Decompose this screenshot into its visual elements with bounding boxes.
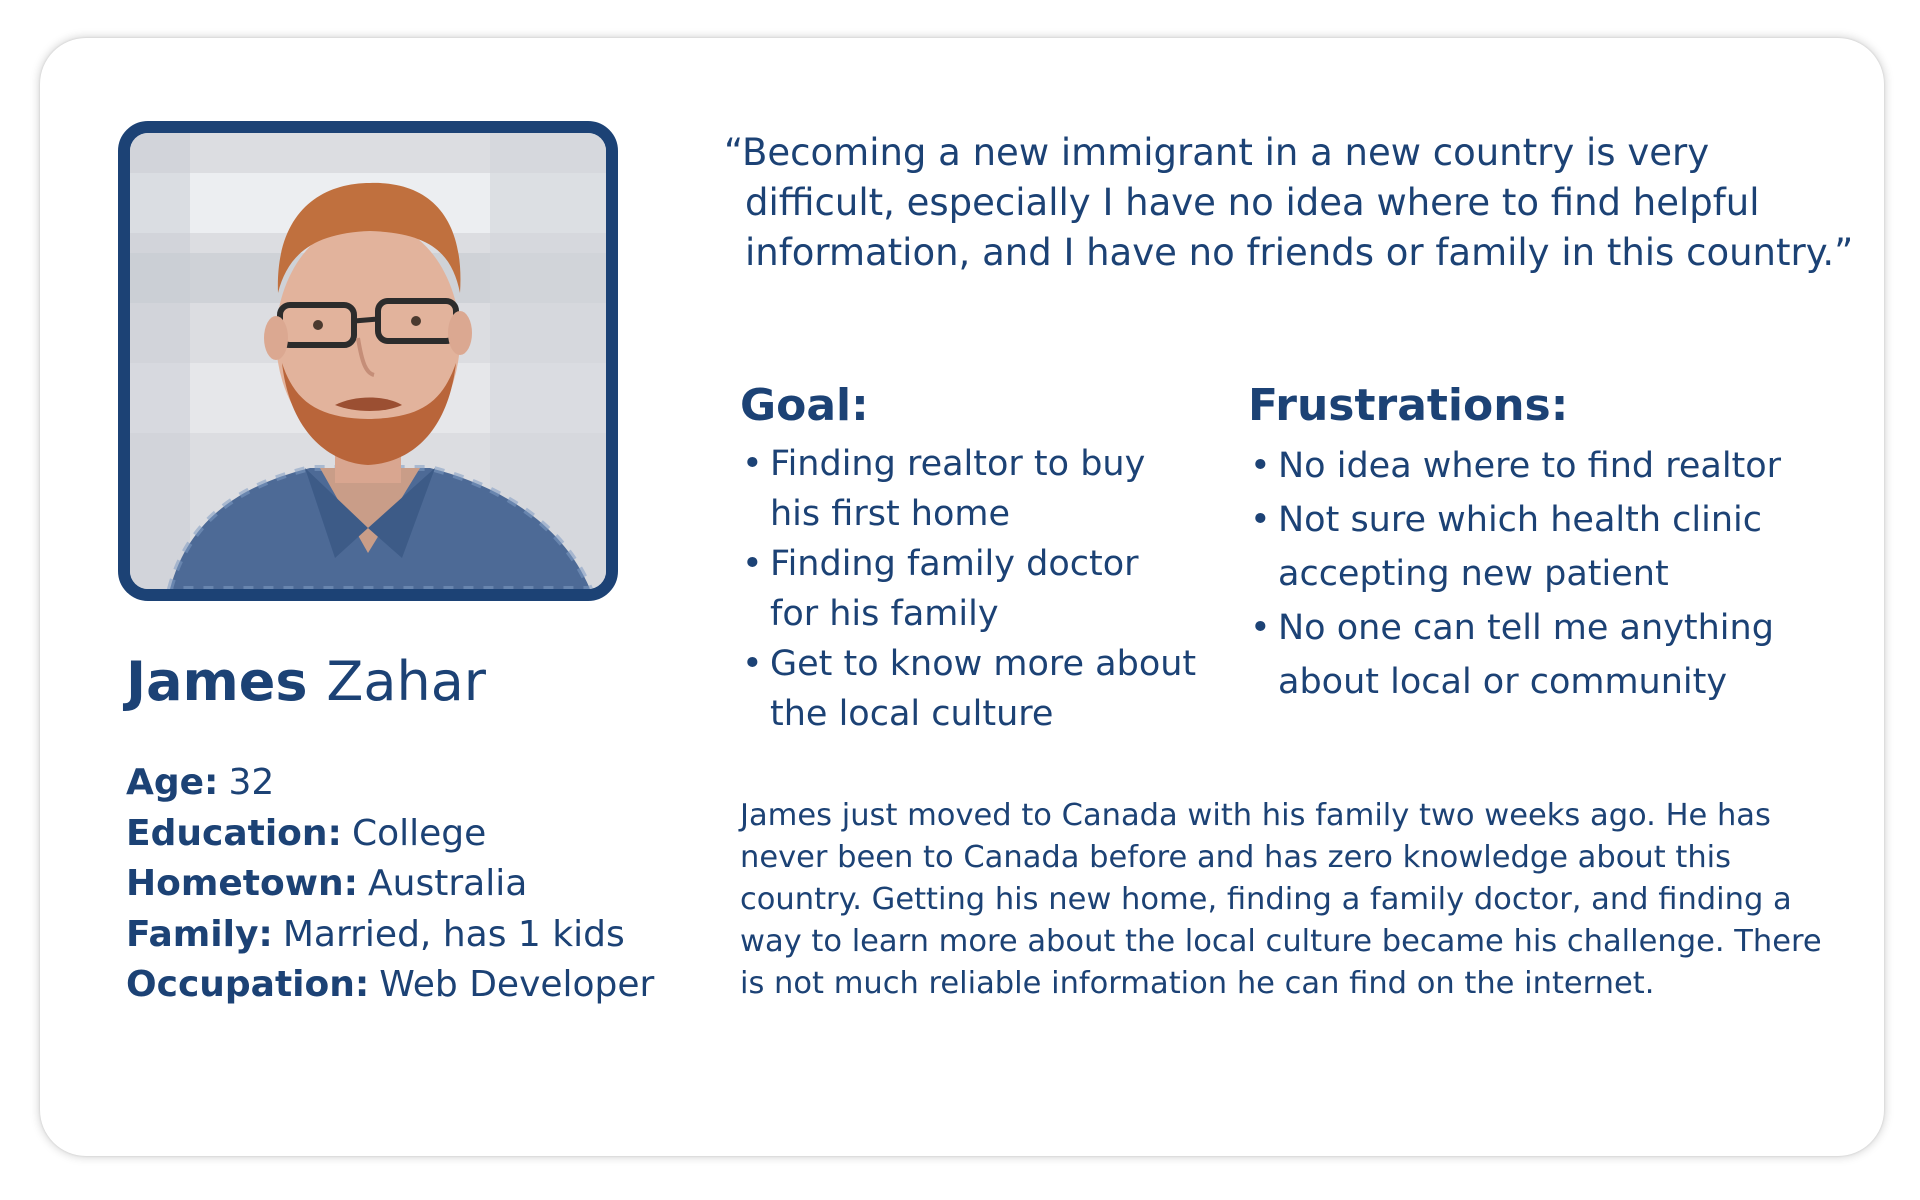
frustration-item [1248, 440, 1808, 493]
goal-item-continuation [740, 490, 1210, 539]
persona-bio [740, 795, 1875, 1005]
detail-value: College [351, 812, 487, 854]
goal-item [740, 640, 1210, 689]
goal-item-line: Finding realtor to buy [770, 444, 1146, 484]
detail-value: 32 [228, 762, 275, 803]
profile-photo [118, 121, 618, 601]
bio-line: country. Getting his new home, finding a family doctor, and finding a [740, 882, 1792, 917]
goal-list [740, 440, 1210, 739]
goal-section [740, 378, 1210, 740]
bullet-icon: • [742, 644, 763, 684]
detail-value: Web Developer [379, 964, 655, 1005]
frustration-item [1248, 494, 1808, 547]
bio-line: James just moved to Canada with his family two weeks ago. He has [740, 798, 1771, 833]
bullet-icon: • [1250, 500, 1271, 540]
bio-line: is not much reliable information he can find on the internet. [740, 966, 1655, 1001]
goal-item-continuation [740, 590, 1210, 639]
bullet-icon: • [1250, 608, 1271, 648]
detail-age [126, 758, 654, 809]
bio-line: never been to Canada before and has zero knowledge about this [740, 840, 1732, 875]
goal-item-line: Get to know more about [770, 644, 1197, 684]
detail-family [126, 910, 654, 961]
persona-name [126, 650, 486, 715]
detail-occupation [126, 960, 654, 1011]
profile-photo-illustration [130, 133, 606, 589]
detail-label: Occupation: [126, 964, 370, 1005]
persona-last-name: Zahar [326, 650, 486, 713]
detail-label: Hometown: [126, 863, 359, 904]
detail-education [126, 809, 654, 860]
frustrations-section [1248, 378, 1808, 710]
goal-item-continuation [740, 690, 1210, 739]
persona-first-name: James [126, 650, 308, 713]
frustration-item-line: No one can tell me anything [1278, 608, 1774, 648]
frustration-item-line: about local or community [1278, 662, 1728, 702]
frustrations-list [1248, 440, 1808, 709]
detail-label: Age: [126, 762, 219, 803]
persona-quote [724, 128, 1874, 278]
goal-item-line: Finding family doctor [770, 544, 1139, 584]
frustration-item-line: accepting new patient [1278, 554, 1669, 594]
bullet-icon: • [742, 544, 763, 584]
bullet-icon: • [1250, 446, 1271, 486]
detail-label: Education: [126, 812, 342, 854]
frustration-item-continuation [1248, 656, 1808, 709]
frustration-item-line: Not sure which health clinic [1278, 500, 1762, 540]
persona-details [126, 758, 654, 1011]
detail-value: Australia [368, 863, 528, 904]
goal-item-line: for his family [770, 594, 999, 634]
frustrations-heading: Frustrations: [1248, 380, 1569, 431]
frustration-item [1248, 602, 1808, 655]
quote-line: “Becoming a new immigrant in a new country is very [724, 131, 1710, 174]
goal-item-line: the local culture [770, 694, 1054, 734]
detail-label: Family: [126, 913, 273, 955]
quote-line: difficult, especially I have no idea where to find helpful [745, 181, 1760, 224]
detail-value: Married, has 1 kids [282, 913, 625, 955]
frustration-item-line: No idea where to find realtor [1278, 446, 1782, 486]
bio-line: way to learn more about the local culture became his challenge. There [740, 924, 1822, 959]
goal-item-line: his first home [770, 494, 1011, 534]
bullet-icon: • [742, 444, 763, 484]
persona-card [40, 38, 1884, 1156]
frustration-item-continuation [1248, 548, 1808, 601]
goal-item [740, 440, 1210, 489]
quote-line: information, and I have no friends or family in this country.” [745, 231, 1854, 274]
goal-item [740, 540, 1210, 589]
goal-heading: Goal: [740, 380, 869, 431]
detail-hometown [126, 859, 654, 910]
